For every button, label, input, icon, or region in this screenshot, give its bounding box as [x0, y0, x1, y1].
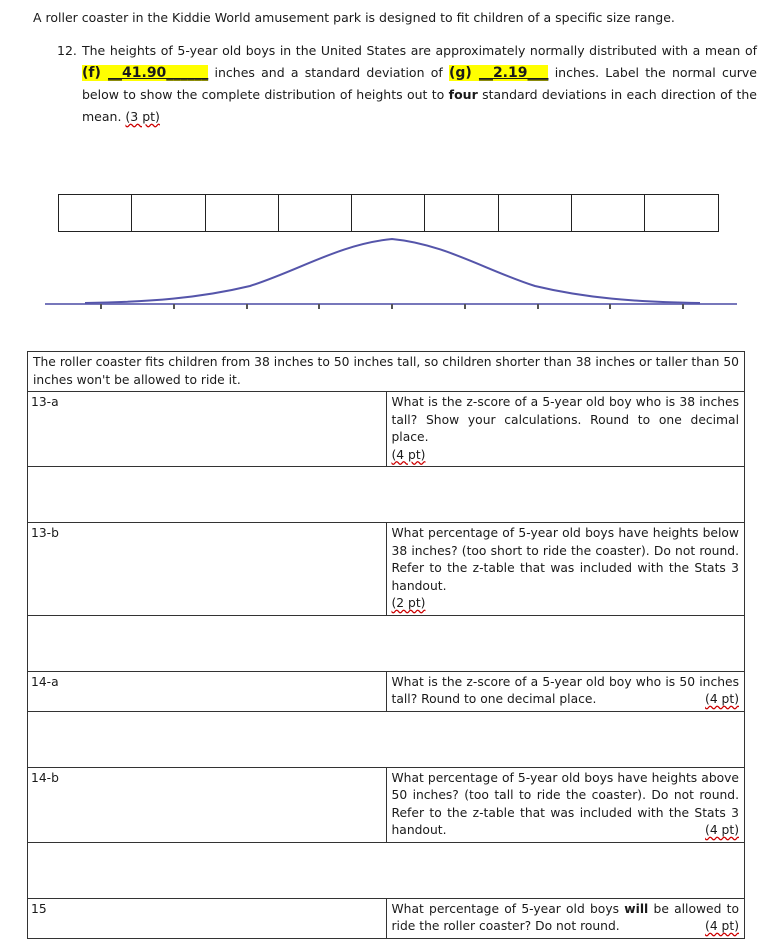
row-label: 13-b: [28, 523, 387, 616]
question-13a: What is the z-score of a 5-year old boy who is 38 inches tall? Show your calculations. Round to one decimal place. (4 pt): [386, 392, 745, 467]
questions-table: [27, 351, 745, 939]
question-text: inches and a standard deviation of: [214, 64, 443, 80]
label-boxes: [58, 194, 719, 232]
label-box[interactable]: [205, 194, 279, 232]
label-box[interactable]: [278, 194, 352, 232]
answer-space[interactable]: [28, 842, 745, 898]
table-intro: The roller coaster fits children from 38 inches to 50 inches tall, so children shorter than 38 inches or taller than 50 inches won't be allowed to ride it.: [28, 352, 745, 392]
label-box[interactable]: [644, 194, 718, 232]
answer-space[interactable]: [28, 467, 745, 523]
question-13b: What percentage of 5-year old boys have heights below 38 inches? (too short to ride the coaster). Do not round. Refer to the z-table that was included with the Stats 3 handout. (2 pt): [386, 523, 745, 616]
label-box[interactable]: [571, 194, 645, 232]
question-text: standard deviations in each direction of the mean.: [82, 87, 757, 124]
question-text: inches. Label the normal curve below to show the complete distribution of heights out to: [82, 64, 757, 102]
label-box[interactable]: [131, 194, 205, 232]
label-box[interactable]: [498, 194, 572, 232]
intro-text: A roller coaster in the Kiddie World amusement park is designed to fit children of a specific size range.: [33, 10, 675, 25]
row-label: 14-b: [28, 767, 387, 842]
answer-space[interactable]: [28, 615, 745, 671]
question-number: 12.: [57, 43, 77, 58]
answer-g[interactable]: (g) __2.19___: [448, 64, 549, 81]
question-15: What percentage of 5-year old boys will be allowed to ride the roller coaster? Do not round. (4 pt): [386, 898, 745, 938]
row-label: 13-a: [28, 392, 387, 467]
label-box[interactable]: [58, 194, 132, 232]
row-label: 15: [28, 898, 387, 938]
normal-curve: [0, 230, 765, 320]
points: (3 pt): [125, 108, 160, 124]
bell-curve: [85, 239, 700, 303]
question-14b: What percentage of 5-year old boys have heights above 50 inches? (too tall to ride the coaster). Do not round. Refer to the z-table that was included with the Stats 3 handout. (4 pt): [386, 767, 745, 842]
question-text: The heights of 5-year old boys in the United States are approximately normally distributed with a mean of: [82, 43, 757, 58]
label-box[interactable]: [424, 194, 498, 232]
emphasis: four: [448, 87, 478, 102]
question-12: [57, 40, 757, 127]
question-14a: What is the z-score of a 5-year old boy who is 50 inches tall? Round to one decimal place. (4 pt): [386, 671, 745, 711]
answer-f[interactable]: (f) __41.90______: [82, 64, 209, 81]
answer-space[interactable]: [28, 711, 745, 767]
label-box[interactable]: [351, 194, 425, 232]
row-label: 14-a: [28, 671, 387, 711]
